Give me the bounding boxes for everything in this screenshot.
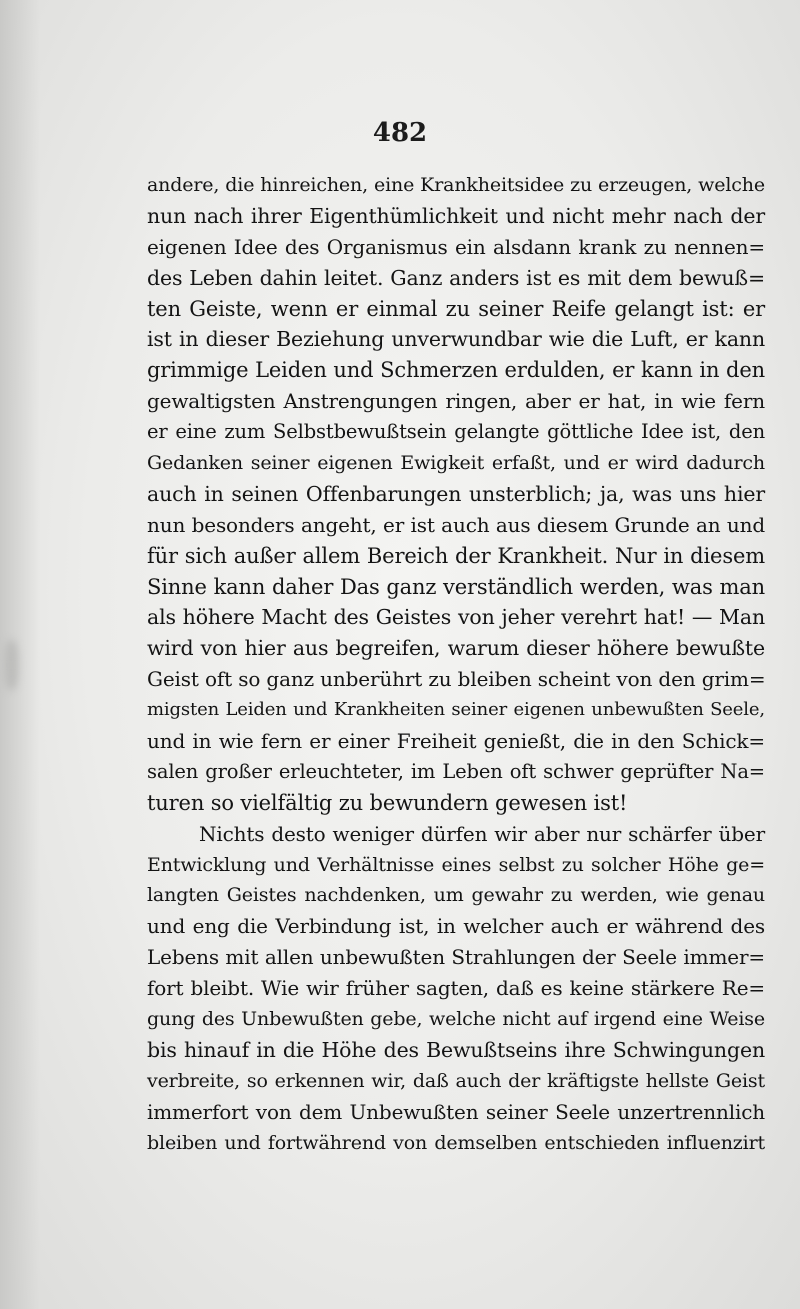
- paragraph-end-line: turen so vielfältig zu bewundern gewesen ist!: [147, 790, 628, 815]
- text-line: Lebens mit allen unbewußten Strahlungen der Seele immer=: [147, 945, 765, 970]
- text-line: als höhere Macht des Geistes von jeher verehrt hat! — Man: [147, 605, 765, 630]
- text-line: eigenen Idee des Organismus ein alsdann krank zu nennen=: [147, 234, 765, 259]
- text-line: grimmige Leiden und Schmerzen erdulden, er kann in den: [147, 358, 765, 383]
- text-line: nun nach ihrer Eigenthümlichkeit und nicht mehr nach der: [147, 203, 765, 228]
- text-line: Geist oft so ganz unberührt zu bleiben scheint von den grim=: [147, 667, 766, 692]
- paragraph-start-line: Nichts desto weniger dürfen wir aber nur schärfer über: [199, 821, 765, 846]
- text-line: des Leben dahin leitet. Ganz anders ist es mit dem bewuß=: [147, 265, 765, 290]
- text-line: Gedanken seiner eigenen Ewigkeit erfaßt, und er wird dadurch: [147, 452, 765, 475]
- text-line: er eine zum Selbstbewußtsein gelangte göttliche Idee ist, den: [147, 420, 765, 444]
- text-line: immerfort von dem Unbewußten seiner Seele unzertrennlich: [147, 1099, 765, 1124]
- paper-stain: [4, 640, 18, 690]
- text-line: andere, die hinreichen, eine Krankheitsidee zu erzeugen, welche: [147, 174, 765, 196]
- text-line: ist in dieser Beziehung unverwundbar wie die Luft, er kann: [147, 327, 765, 352]
- text-line: gewaltigsten Anstrengungen ringen, aber er hat, in wie fern: [147, 389, 765, 414]
- body-text: [147, 170, 765, 1159]
- text-line: salen großer erleuchteter, im Leben oft schwer geprüfter Na=: [147, 759, 765, 783]
- text-line: migsten Leiden und Krankheiten seiner eigenen unbewußten Seele,: [147, 699, 765, 721]
- text-line: für sich außer allem Bereich der Krankheit. Nur in diesem: [147, 543, 765, 568]
- text-line: Entwicklung und Verhältnisse eines selbst zu solcher Höhe ge=: [147, 853, 765, 876]
- text-line: gung des Unbewußten gebe, welche nicht auf irgend eine Weise: [147, 1008, 765, 1031]
- text-line: Sinne kann daher Das ganz verständlich werden, was man: [147, 574, 765, 599]
- text-line: verbreite, so erkennen wir, daß auch der kräftigste hellste Geist: [147, 1069, 765, 1092]
- text-line: langten Geistes nachdenken, um gewahr zu werden, wie genau: [147, 884, 765, 907]
- text-line: bleiben und fortwährend von demselben entschieden influenzirt: [147, 1131, 765, 1154]
- text-line: fort bleibt. Wie wir früher sagten, daß es keine stärkere Re=: [147, 976, 765, 1001]
- text-line: wird von hier aus begreifen, warum dieser höhere bewußte: [147, 636, 765, 661]
- text-line: bis hinauf in die Höhe des Bewußtseins ihre Schwingungen: [147, 1037, 765, 1062]
- text-line: und in wie fern er einer Freiheit genießt, die in den Schick=: [147, 729, 765, 754]
- text-line: auch in seinen Offenbarungen unsterblich; ja, was uns hier: [147, 481, 765, 506]
- text-line: und eng die Verbindung ist, in welcher auch er während des: [147, 914, 765, 939]
- page-number: 482: [372, 118, 428, 148]
- text-line: ten Geiste, wenn er einmal zu seiner Reife gelangt ist: er: [147, 296, 765, 321]
- text-line: nun besonders angeht, er ist auch aus diesem Grunde an und: [147, 512, 765, 537]
